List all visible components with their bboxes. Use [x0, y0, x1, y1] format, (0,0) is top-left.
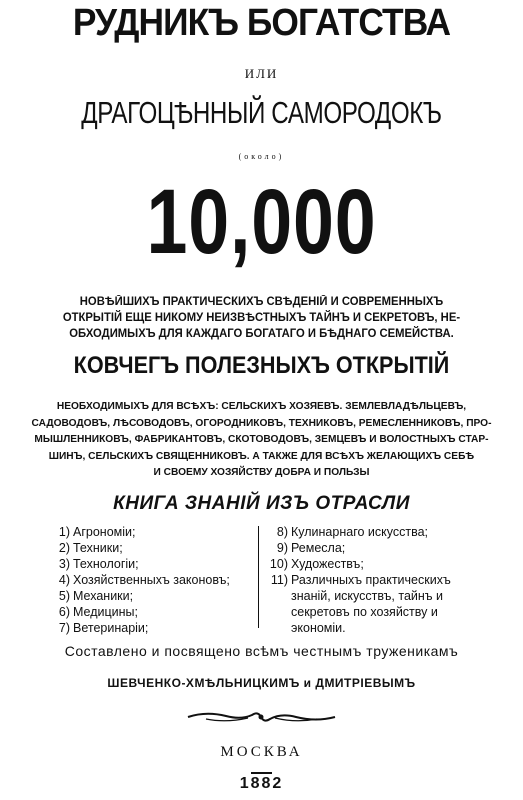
list-item: [48, 604, 258, 620]
list-item: [48, 540, 258, 556]
list-item: [48, 556, 258, 572]
audience-line: ШИНЪ, СЕЛЬСКИХЪ СВЯЩЕННИКОВЪ. А ТАКЖЕ ДЛЯ ВСѢХЪ ЖЕЛАЮЩИХЪ СЕБѢ: [48, 449, 475, 462]
list-number: 9): [276, 541, 288, 555]
description-line: НОВѢЙШИХЪ ПРАКТИЧЕСКИХЪ СВѢДЕНІЙ И СОВРЕМЕННЫХЪ: [79, 296, 444, 308]
list-number: 11): [270, 573, 288, 587]
list-continuation: экономіи.: [291, 621, 346, 635]
list-text: Агрономіи;: [73, 525, 136, 539]
list-number: 4): [58, 573, 70, 587]
book-title: РУДНИКЪ БОГАТСТВА: [72, 2, 451, 44]
list-item: [266, 524, 496, 540]
list-item: [48, 524, 258, 540]
audience-line: И СВОЕМУ ХОЗЯЙСТВУ ДОБРА И ПОЛЬЗЫ: [153, 466, 370, 478]
publication-year: 1882: [239, 775, 284, 792]
column-divider: [258, 526, 259, 628]
list-text: Художествъ;: [291, 557, 364, 571]
authors-line: ШЕВЧЕНКО-ХМѢЛЬНИЦКИМЪ и ДМИТРІЕВЫМЪ: [107, 676, 416, 690]
audience-line: МЫШЛЕННИКОВЪ, ФАБРИКАНТОВЪ, СКОТОВОДОВЪ, ЗЕМЦЕВЪ И ВОЛОСТНЫХЪ СТАР-: [34, 433, 489, 445]
ornament-divider-icon: [186, 708, 337, 726]
audience-line: САДОВОДОВЪ, ЛѢСОВОДОВЪ, ОГОРОДНИКОВЪ, ТЕХНИКОВЪ, РЕМЕСЛЕННИКОВЪ, ПРО-: [31, 416, 492, 429]
list-text: Кулинарнаго искусства;: [291, 525, 429, 539]
list-number: 7): [58, 621, 70, 635]
list-text: Техники;: [73, 541, 123, 555]
list-text: Различныхъ практическихъ: [291, 573, 451, 587]
book-subtitle: ДРАГОЦѢННЫЙ САМОРОДОКЪ: [81, 95, 442, 130]
audience-paragraph: [8, 398, 515, 481]
subject-list-right: [266, 524, 496, 636]
list-continuation: знаній, искусствъ, тайнъ и: [291, 589, 444, 603]
list-number: 8): [276, 525, 288, 539]
list-item: [48, 620, 258, 636]
list-text: Технологіи;: [73, 557, 139, 571]
list-text: Ветеринаріи;: [73, 621, 149, 635]
list-number: 3): [58, 557, 70, 571]
big-number: 10,000: [146, 171, 377, 273]
list-item: [48, 572, 258, 588]
description-line: ОБХОДИМЫХЪ ДЛЯ КАЖДАГО БОГАТАГО И БѢДНАГО СЕМЕЙСТВА.: [69, 328, 454, 340]
subject-list-left: [48, 524, 258, 636]
list-text: Медицины;: [73, 605, 139, 619]
divider-dash: [251, 772, 272, 774]
list-number: 5): [58, 589, 70, 603]
audience-line: НЕОБХОДИМЫХЪ ДЛЯ ВСѢХЪ: СЕЛЬСКИХЪ ХОЗЯЕВЪ. ЗЕМЛЕВЛАДѢЛЬЦЕВЪ,: [56, 400, 467, 412]
kniga-heading: КНИГА ЗНАНІЙ ИЗЪ ОТРАСЛИ: [113, 493, 410, 514]
list-item: [48, 588, 258, 604]
or-word: ИЛИ: [244, 66, 279, 81]
list-item: [266, 556, 496, 572]
list-text: Хозяйственныхъ законовъ;: [73, 573, 230, 587]
list-number: 10): [269, 557, 288, 571]
description-paragraph: [5, 294, 518, 342]
list-item: [266, 540, 496, 556]
dedication-line: Составлено и посвящено всѣмъ честнымъ труженикамъ: [64, 643, 459, 659]
list-number: 2): [58, 541, 70, 555]
description-line: ОТКРЫТІЙ ЕЩЕ НИКОМУ НЕИЗВѢСТНЫХЪ ТАЙНЪ И СЕКРЕТОВЪ, НЕ-: [62, 312, 461, 324]
publication-city: МОСКВА: [220, 744, 303, 760]
kovcheg-heading: КОВЧЕГЪ ПОЛЕЗНЫХЪ ОТКРЫТІЙ: [73, 352, 450, 379]
list-continuation: секретовъ по хозяйству и: [291, 605, 438, 619]
list-text: Механики;: [73, 589, 134, 603]
list-number: 6): [58, 605, 70, 619]
list-number: 1): [58, 525, 70, 539]
list-text: Ремесла;: [291, 541, 346, 555]
list-item: [266, 572, 496, 588]
about-word: (около): [238, 152, 285, 161]
